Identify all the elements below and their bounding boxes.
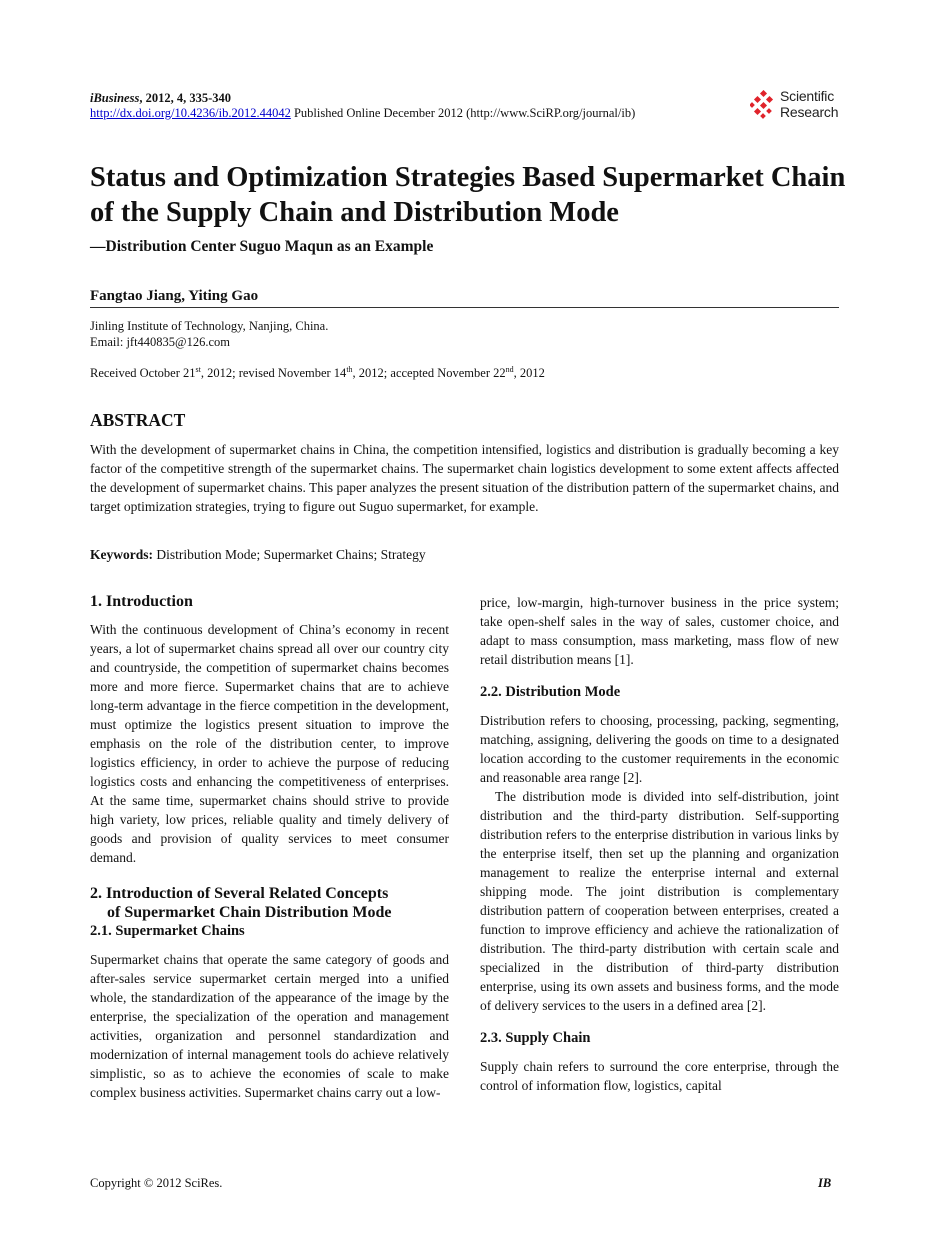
- section-2-1-body: Supermarket chains that operate the same category of goods and after-sales service supermarket certain merged into a unified whole, the standardization of the appearance of the image by the enterprise, the specialization of the operation and management activities, organization and personnel standardization and modernization of internal management tools do achieve relatively simplistic, so as to achieve the economies of scale to make complex business activities. Supermarket chains carry out a low-: [90, 952, 449, 1100]
- section-1-body: With the continuous development of China’s economy in recent years, a lot of supermarket chains spread all over our country city and countryside, the competition of supermarket chains becomes more and more fierce. Supermarket chains that are to achieve long-term advantage in the fierce competition in the development, must optimize the logistics present situation to improve the emphasis on the role of the distribution center, to improve logistics efficiency, in order to achieve the purpose of reducing logistics costs and enhancing the competitiveness of enterprises. At the same time, supermarket chains should strive to provide high variety, low prices, reliable quality and timely delivery of goods and provision of quality services to meet consumer demand.: [90, 622, 449, 865]
- divider: [90, 307, 839, 308]
- affiliation: Jinling Institute of Technology, Nanjing, China.: [90, 319, 329, 333]
- section-2-heading-line-2: of Supermarket Chain Distribution Mode: [107, 904, 392, 921]
- accepted-date: , 2012; accepted November 22: [352, 366, 506, 381]
- section-2-1-heading: 2.1. Supermarket Chains: [90, 923, 245, 939]
- received-date: Received October 21: [90, 366, 196, 381]
- keywords-value: Distribution Mode; Supermarket Chains; Strategy: [153, 547, 426, 562]
- abstract-heading: ABSTRACT: [90, 410, 186, 430]
- publisher-logo: [750, 88, 846, 124]
- published-online: Published Online December 2012 (http://www.SciRP.org/journal/ib): [290, 106, 636, 120]
- paper-title: Status and Optimization Strategies Based Supermarket Chain of the Supply Chain and Distribution Mode: [90, 162, 846, 228]
- section-2-3-body: Supply chain refers to surround the core enterprise, through the control of information flow, logistics, capital: [480, 1059, 839, 1093]
- footer-journal: IB: [818, 1176, 832, 1190]
- ordinal-suffix: nd: [505, 365, 514, 374]
- journal-volume: , 2012, 4, 335-340: [139, 91, 232, 105]
- authors: Fangtao Jiang, Yiting Gao: [90, 288, 259, 304]
- section-1-heading: 1. Introduction: [90, 593, 193, 610]
- section-2-1-continued: price, low-margin, high-turnover business in the price system; take open-shelf sales in the way of sales, customer choice, and adapt to mass consumption, mass marketing, mass flow of new retail distribution means [1].: [480, 595, 839, 667]
- doi-link[interactable]: http://dx.doi.org/10.4236/ib.2012.44042: [90, 106, 291, 120]
- scirp-diamond-icon: [750, 90, 778, 120]
- keywords-label: Keywords:: [90, 547, 153, 562]
- ordinal-suffix: th: [346, 365, 353, 374]
- section-2-heading: [90, 884, 449, 922]
- section-2-2-body-continued: The distribution mode is divided into self-distribution, joint distribution and the third-party distribution. Self-supporting distribution refers to the enterprise distribution in various links by the enterprise itself, then set up the planning and organization management to realize the enterprise internal and external shipping mode. The joint distribution is complementary distribution pattern of cooperation between enterprises, created a function to improve efficiency and achieve the rationalization of distribution. The third-party distribution with certain scale and specialized in the distribution of third-party distribution enterprise, using its own assets and business forms, and the mode of delivery services to the users in a defined area [2].: [480, 789, 839, 1013]
- revised-date: , 2012; revised November 14: [200, 366, 347, 381]
- journal-name: iBusiness: [90, 91, 140, 105]
- doi-line: [90, 106, 635, 121]
- section-2-3-heading: 2.3. Supply Chain: [480, 1030, 591, 1046]
- accepted-year: , 2012: [513, 366, 545, 381]
- affiliation-block: [90, 318, 328, 350]
- abstract-body: With the development of supermarket chains in China, the competition intensified, logistics and distribution is gradually becoming a key factor of the competitive strength of the supermarket chains. The supermarket chain logistics development to some extent affects affected the development of supermarket chains. This paper analyzes the present situation of the distribution pattern of the supermarket chains, and target optimization strategies, trying to figure out Suguo supermarket, for example.: [90, 442, 839, 514]
- right-column: [480, 593, 839, 1095]
- section-2-2-body: Distribution refers to choosing, processing, packing, segmenting, matching, assigning, delivering the goods on time to a designated location according to the customer requirements in the economic and reasonable area range [2].: [480, 713, 839, 785]
- ordinal-suffix: st: [195, 365, 201, 374]
- section-2-2-heading: 2.2. Distribution Mode: [480, 684, 621, 700]
- footer-copyright: Copyright © 2012 SciRes.: [90, 1176, 223, 1190]
- logo-line-1: Scientific: [780, 88, 835, 104]
- email: Email: jft440835@126.com: [90, 335, 230, 349]
- received-dates: [90, 365, 545, 381]
- section-2-heading-line-1: 2. Introduction of Several Related Concepts: [90, 885, 389, 902]
- keywords: [90, 547, 426, 563]
- journal-citation: [90, 91, 231, 106]
- left-column: [90, 592, 449, 1102]
- logo-text: [780, 88, 838, 120]
- paper-subtitle: —Distribution Center Suguo Maqun as an Example: [90, 238, 434, 255]
- logo-line-2: Research: [780, 104, 839, 120]
